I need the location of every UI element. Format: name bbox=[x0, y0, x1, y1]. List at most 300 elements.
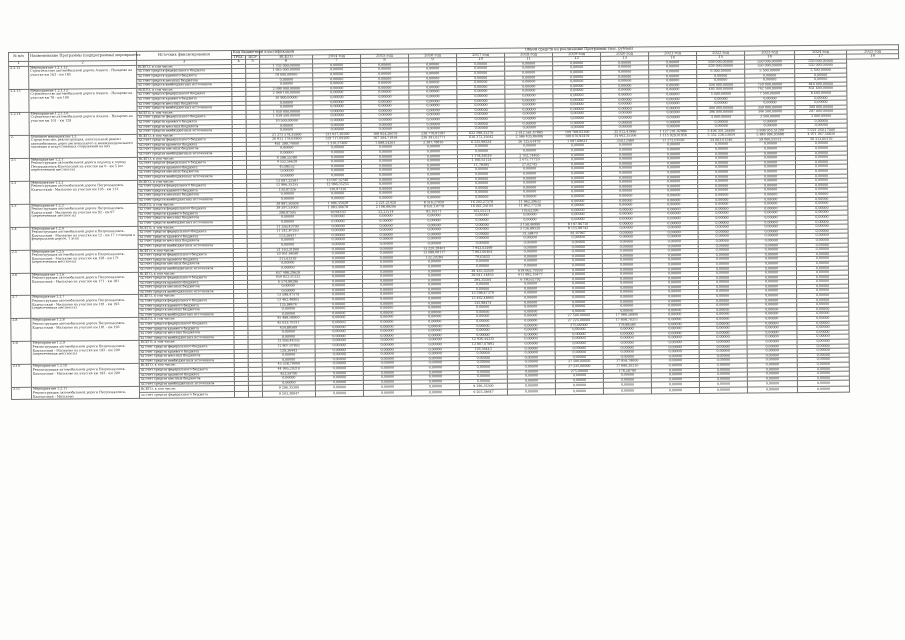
amount-cell: 0,00000 bbox=[796, 275, 848, 280]
funding-source: за счет средств федерального бюджета bbox=[137, 138, 232, 143]
amount-cell: 0,00000 bbox=[507, 378, 555, 383]
amount-cell: 17 680,20210 bbox=[603, 364, 651, 369]
amount-cell: 135,98474 bbox=[459, 301, 507, 306]
amount-cell: 1 097,68621 bbox=[553, 139, 601, 144]
amount-cell: 0,00000 bbox=[553, 144, 601, 149]
activity-name bbox=[31, 364, 139, 388]
amount-cell: 0,00000 bbox=[459, 333, 507, 338]
amount-cell: 0,00000 bbox=[602, 254, 650, 259]
amount-cell: 0,00000 bbox=[459, 324, 507, 329]
amount-cell: 0,00000 bbox=[361, 118, 409, 123]
amount-cell: 0,00000 bbox=[795, 96, 847, 101]
amount-cell: 0,00000 bbox=[651, 313, 699, 318]
amount-cell: 831 600,00000 bbox=[795, 87, 847, 92]
amount-cell: 0,00000 bbox=[796, 247, 848, 252]
amount-cell: 0,00000 bbox=[315, 302, 363, 307]
amount-cell: 8 431,10779 bbox=[410, 205, 458, 210]
activity-title: Мероприятие 1.2.1.13 bbox=[30, 88, 68, 93]
amount-cell: 0,00000 bbox=[699, 313, 747, 318]
amount-cell: 35 012,47986 bbox=[601, 130, 649, 135]
amount-cell: 0,00000 bbox=[603, 350, 651, 355]
amount-cell: 0,00000 bbox=[409, 127, 457, 132]
amount-cell: 0,00000 bbox=[796, 192, 848, 197]
activity-description: Реконструкция автомобильной дороги Петропавловск-Камчатский - Мильково на участке км 158 - км 171 (пересеченная местность) bbox=[31, 252, 125, 265]
activity-title: Мероприятие 1.2.3 bbox=[31, 203, 64, 208]
amount-cell: 0,00000 bbox=[746, 252, 796, 257]
amount-cell: 3 126,88520 bbox=[506, 227, 554, 232]
amount-cell: 0,00000 bbox=[651, 285, 699, 290]
amount-cell: 167 264,71818 bbox=[361, 136, 409, 141]
activity-description: Реконструкция автомобильной дороги Петропавловск-Камчатский - Мильково на участке км 171 - км 181 bbox=[31, 275, 125, 284]
amount-cell: 0,00000 bbox=[746, 197, 796, 202]
amount-cell: 0,00000 bbox=[746, 229, 796, 234]
amount-cell: 0,00000 bbox=[555, 373, 603, 378]
amount-cell: 0,00000 bbox=[409, 90, 457, 95]
amount-cell: 0,00000 bbox=[697, 147, 745, 152]
amount-cell: 0,00000 bbox=[506, 176, 554, 181]
amount-cell: 11 242,87263 bbox=[261, 229, 314, 234]
amount-cell: 13 088,08117 bbox=[410, 251, 458, 256]
amount-cell: 0,00000 bbox=[411, 333, 459, 338]
amount-cell: 0,00000 bbox=[699, 317, 747, 322]
amount-cell: 81,97967 bbox=[554, 231, 602, 236]
header-year: 2015 год bbox=[361, 54, 409, 59]
amount-cell: 0,00000 bbox=[459, 365, 507, 370]
amount-cell: 0,00000 bbox=[362, 256, 410, 261]
funding-source: за счет средств местных бюджетов bbox=[138, 239, 233, 244]
amount-cell: 0,00000 bbox=[459, 356, 507, 361]
amount-cell: 0,00000 bbox=[459, 374, 507, 379]
amount-cell: 0,00000 bbox=[411, 352, 459, 357]
amount-cell: 0,00000 bbox=[747, 372, 797, 377]
amount-cell: 0,00000 bbox=[506, 186, 554, 191]
amount-cell: 0,00000 bbox=[650, 216, 698, 221]
amount-cell: 0,00000 bbox=[409, 62, 457, 67]
activity-name bbox=[29, 157, 137, 181]
amount-cell: 0,00000 bbox=[554, 171, 602, 176]
amount-cell: 0,00000 bbox=[313, 82, 361, 87]
amount-cell: 0,00000 bbox=[313, 77, 361, 82]
amount-cell: 0,00000 bbox=[797, 335, 849, 340]
amount-cell: 13 097,32581 bbox=[261, 178, 314, 183]
amount-cell: 0,00000 bbox=[410, 264, 458, 269]
amount-cell: 0,00000 bbox=[261, 174, 314, 179]
amount-cell: 0,00000 bbox=[602, 258, 650, 263]
amount-cell: 0,00000 bbox=[553, 148, 601, 153]
amount-cell: 0,00000 bbox=[262, 284, 315, 289]
amount-cell: 0,00000 bbox=[555, 286, 603, 291]
amount-cell: 0,00000 bbox=[554, 190, 602, 195]
amount-cell: 16 041,24104 bbox=[458, 204, 506, 209]
header-kbk: Код бюджетной классификации bbox=[232, 49, 295, 55]
amount-cell: 0,00000 bbox=[262, 376, 315, 381]
amount-cell: 0,00000 bbox=[410, 237, 458, 242]
amount-cell: 0,00000 bbox=[555, 355, 603, 360]
amount-cell: 0,00000 bbox=[314, 219, 362, 224]
amount-cell: 0,00000 bbox=[362, 168, 410, 173]
amount-cell: 0,00000 bbox=[602, 231, 650, 236]
amount-cell: 0,00000 bbox=[554, 213, 602, 218]
amount-cell: 0,00000 bbox=[697, 101, 745, 106]
amount-cell: 611 882,16477 bbox=[506, 273, 554, 278]
amount-cell: 0,00000 bbox=[554, 259, 602, 264]
amount-cell: 31,58470 bbox=[506, 231, 554, 236]
amount-cell: 0,00000 bbox=[649, 97, 697, 102]
amount-cell: 750 000,00000 bbox=[745, 82, 795, 87]
amount-cell: 0,00000 bbox=[260, 77, 313, 82]
amount-cell: 0,00000 bbox=[458, 177, 506, 182]
amount-cell: 0,00000 bbox=[553, 112, 601, 117]
amount-cell: 0,00000 bbox=[554, 277, 602, 282]
amount-cell: 0,00000 bbox=[313, 150, 361, 155]
amount-cell: 129,36443 bbox=[459, 347, 507, 352]
funding-source: ВСЕГО, в том числе: bbox=[137, 110, 232, 115]
amount-cell: 11 356,43700 bbox=[261, 224, 314, 229]
amount-cell: 0,00000 bbox=[554, 245, 602, 250]
activity-description: Реконструкция автомобильной дороги Петропавловск-Камчатский - Мильково на участке км 193 - км 200 (пересеченная местность) bbox=[32, 343, 126, 356]
amount-cell: 0,00000 bbox=[411, 306, 459, 311]
amount-cell: 0,00000 bbox=[261, 243, 314, 248]
amount-cell: 275,00000 bbox=[555, 323, 603, 328]
kbk-cell bbox=[248, 392, 262, 398]
amount-cell: 0,00000 bbox=[649, 79, 697, 84]
amount-cell: 12 966,35255 bbox=[261, 183, 314, 188]
funding-source: за счет средств краевого бюджета bbox=[137, 119, 232, 124]
amount-cell: 0,00000 bbox=[314, 275, 362, 280]
header-column-number: 1 bbox=[9, 62, 29, 67]
amount-cell: 0,00000 bbox=[699, 335, 747, 340]
amount-cell: 0,00000 bbox=[315, 353, 363, 358]
amount-cell: 0,00000 bbox=[698, 276, 746, 281]
activity-description: Реконструкция автомобильной дороги Петропавловск-Камчатский - Мильково на участке км 181 - км 193 bbox=[32, 321, 126, 330]
amount-cell: 0,00000 bbox=[602, 185, 650, 190]
amount-cell: 0,00000 bbox=[698, 253, 746, 258]
table-body bbox=[9, 59, 902, 400]
amount-cell: 0,00000 bbox=[505, 112, 553, 117]
amount-cell: 5 500,00000 bbox=[795, 68, 847, 73]
amount-cell: 5 000,00000 bbox=[697, 92, 745, 97]
header-year: 2017 год bbox=[457, 53, 505, 58]
header-column-number: 2 bbox=[29, 61, 137, 67]
amount-cell: 0,00000 bbox=[747, 312, 797, 317]
activity-title: Мероприятие 1.2.1.12 bbox=[30, 65, 68, 70]
amount-cell: 0,00000 bbox=[601, 84, 649, 89]
amount-cell: 0,00000 bbox=[602, 217, 650, 222]
amount-cell: 0,00000 bbox=[410, 278, 458, 283]
amount-cell: 0,00000 bbox=[796, 165, 848, 170]
amount-cell: 0,00000 bbox=[797, 284, 849, 289]
amount-cell: 0,00000 bbox=[553, 153, 601, 158]
amount-cell: 0,00000 bbox=[650, 267, 698, 272]
amount-cell: 6 000,00000 bbox=[697, 69, 745, 74]
amount-cell: 0,00000 bbox=[603, 286, 651, 291]
amount-cell: 13 598,47379 bbox=[459, 292, 507, 297]
amount-cell: 0,00000 bbox=[554, 240, 602, 245]
amount-cell: 5 352 238,53054 bbox=[697, 133, 745, 138]
amount-cell: 0,00000 bbox=[745, 160, 795, 165]
amount-cell: 0,00000 bbox=[650, 180, 698, 185]
amount-cell: 0,00000 bbox=[262, 307, 315, 312]
funding-source: за счет средств федерального бюджета bbox=[139, 368, 234, 373]
funding-source: за счет средств внебюджетных источников bbox=[139, 335, 234, 340]
amount-cell: 0,00000 bbox=[601, 74, 649, 79]
amount-cell: 0,00000 bbox=[745, 124, 795, 129]
amount-cell: 400 000,00000 bbox=[697, 106, 745, 111]
amount-cell: 0,00000 bbox=[507, 305, 555, 310]
amount-cell: 0,00000 bbox=[457, 103, 505, 108]
amount-cell: 0,00000 bbox=[363, 311, 411, 316]
amount-cell: 0,00000 bbox=[313, 155, 361, 160]
amount-cell: 0,00000 bbox=[746, 174, 796, 179]
funding-source: за счет средств местных бюджетов bbox=[138, 170, 233, 175]
amount-cell: 0,00000 bbox=[603, 304, 651, 309]
amount-cell: 0,00000 bbox=[411, 356, 459, 361]
amount-cell: 0,00000 bbox=[601, 65, 649, 70]
amount-cell: 0,00000 bbox=[746, 183, 796, 188]
amount-cell: 0,00000 bbox=[603, 327, 651, 332]
amount-cell: 650 923,31332 bbox=[261, 275, 314, 280]
amount-cell: 0,00000 bbox=[409, 108, 457, 113]
funding-source: за счет средств федерального бюджета bbox=[137, 161, 232, 166]
amount-cell: 0,00000 bbox=[699, 280, 747, 285]
amount-cell: 0,00000 bbox=[602, 221, 650, 226]
amount-cell: 113,56437 bbox=[261, 234, 314, 239]
amount-cell: 0,00000 bbox=[409, 145, 457, 150]
amount-cell: 0,00000 bbox=[411, 301, 459, 306]
amount-cell: 0,00000 bbox=[457, 71, 505, 76]
amount-cell: 0,00000 bbox=[699, 299, 747, 304]
amount-cell: 840 000,00000 bbox=[795, 82, 847, 87]
amount-cell: 0,00000 bbox=[554, 176, 602, 181]
amount-cell: 0,00000 bbox=[797, 358, 849, 363]
amount-cell: 0,00000 bbox=[698, 211, 746, 216]
amount-cell: 50 212,60170 bbox=[795, 137, 847, 142]
amount-cell: 0,00000 bbox=[602, 166, 650, 171]
amount-cell: 0,00000 bbox=[602, 235, 650, 240]
amount-cell: 0,00000 bbox=[361, 127, 409, 132]
amount-cell: 0,00000 bbox=[601, 102, 649, 107]
funding-source: за счет средств краевого бюджета bbox=[138, 234, 233, 239]
amount-cell: 500 000,00000 bbox=[697, 83, 745, 88]
amount-cell: 0,00000 bbox=[505, 75, 553, 80]
amount-cell: 0,00000 bbox=[651, 295, 699, 300]
activity-description: Реконструкция автомобильной дороги Петропавловск-Камчатский - Мильково на участке км 181 - км 193 (пересеченная местность) bbox=[32, 298, 126, 311]
amount-cell: 0,00000 bbox=[747, 376, 797, 381]
amount-cell: 657 498,29628 bbox=[261, 270, 314, 275]
amount-cell: 0,00000 bbox=[458, 223, 506, 228]
amount-cell: 0,00000 bbox=[459, 287, 507, 292]
amount-cell: 0,00000 bbox=[650, 198, 698, 203]
amount-cell: 0,00000 bbox=[554, 181, 602, 186]
amount-cell: 0,00000 bbox=[313, 118, 361, 123]
amount-cell: 0,00000 bbox=[314, 173, 362, 178]
amount-cell: 0,00000 bbox=[262, 330, 315, 335]
amount-cell: 0,00000 bbox=[314, 279, 362, 284]
amount-cell: 0,00000 bbox=[410, 214, 458, 219]
amount-cell: 0,00000 bbox=[602, 263, 650, 268]
amount-cell: 0,00000 bbox=[553, 89, 601, 94]
amount-cell: 0,00000 bbox=[796, 178, 848, 183]
amount-cell: 4 971 047,56830 bbox=[795, 132, 847, 137]
amount-cell: 0,00000 bbox=[699, 368, 747, 373]
amount-cell: 0,00000 bbox=[505, 80, 553, 85]
amount-cell: 0,00000 bbox=[747, 326, 797, 331]
amount-cell: 0,00000 bbox=[313, 68, 361, 73]
amount-cell: 0,00000 bbox=[457, 62, 505, 67]
amount-cell: 5 406 301,54600 bbox=[697, 129, 745, 134]
amount-cell: 0,00000 bbox=[698, 230, 746, 235]
amount-cell: 0,00000 bbox=[699, 372, 747, 377]
amount-cell: 0,00000 bbox=[601, 162, 649, 167]
amount-cell: 0,00000 bbox=[361, 63, 409, 68]
amount-cell: 0,00000 bbox=[459, 361, 507, 366]
row-number: 2.9 bbox=[11, 342, 31, 365]
amount-cell: 0,00000 bbox=[699, 326, 747, 331]
amount-cell: 0,00000 bbox=[507, 346, 555, 351]
funding-source: за счет средств местных бюджетов bbox=[138, 216, 233, 221]
amount-cell: 0,00000 bbox=[555, 328, 603, 333]
amount-cell: 2 675,71720 bbox=[505, 158, 553, 163]
amount-cell: 0,00000 bbox=[746, 193, 796, 198]
funding-source: за счет средств краевого бюджета bbox=[138, 257, 233, 262]
funding-source: за счет средств местных бюджетов bbox=[139, 331, 234, 336]
amount-cell: 109 768,62100 bbox=[553, 130, 601, 135]
amount-cell: 0,00000 bbox=[698, 184, 746, 189]
amount-cell: 0,00000 bbox=[459, 305, 507, 310]
amount-cell: 0,00000 bbox=[650, 235, 698, 240]
amount-cell: 0,00000 bbox=[313, 160, 361, 165]
amount-cell: 9 203,38947 bbox=[262, 391, 315, 397]
amount-cell: 454,88589 bbox=[262, 325, 315, 330]
amount-cell: 0,00000 bbox=[699, 387, 747, 393]
amount-cell: 130,97326 bbox=[261, 188, 314, 193]
amount-cell: 21 373 579,35900 bbox=[260, 133, 313, 138]
amount-cell: 0,00000 bbox=[506, 167, 554, 172]
header-column-number: 6 bbox=[260, 59, 313, 64]
funding-source: за счет средств краевого бюджета bbox=[139, 280, 234, 285]
amount-cell: 0,00000 bbox=[361, 86, 409, 91]
funding-source: ВСЕГО, в том числе: bbox=[139, 317, 234, 322]
amount-cell: 0,00000 bbox=[795, 142, 847, 147]
amount-cell: 13 097,32581 bbox=[314, 178, 362, 183]
amount-cell: 0,00000 bbox=[362, 173, 410, 178]
amount-cell: 0,00000 bbox=[747, 344, 797, 349]
funding-source: ВСЕГО, в том числе: bbox=[138, 225, 233, 230]
amount-cell: 0,00000 bbox=[457, 117, 505, 122]
amount-cell: 0,00000 bbox=[361, 145, 409, 150]
amount-cell: 0,00000 bbox=[315, 391, 363, 397]
amount-cell: 0,00000 bbox=[362, 251, 410, 256]
amount-cell: 0,00000 bbox=[260, 123, 313, 128]
amount-cell: 0,00000 bbox=[361, 164, 409, 169]
amount-cell: 0,00000 bbox=[601, 153, 649, 158]
amount-cell: 0,00000 bbox=[747, 307, 797, 312]
amount-cell: 0,00000 bbox=[650, 193, 698, 198]
amount-cell: 2 702,74465 bbox=[505, 153, 553, 158]
amount-cell: 0,00000 bbox=[603, 345, 651, 350]
amount-cell: 0,00000 bbox=[650, 258, 698, 263]
funding-source: ВСЕГО, в том числе: bbox=[137, 87, 232, 92]
header-group: Объем средств на реализацию Программы (тыс. рублей) bbox=[259, 45, 898, 55]
amount-cell: 0,00000 bbox=[458, 195, 506, 200]
amount-cell: 0,00000 bbox=[651, 388, 699, 394]
amount-cell: 0,00000 bbox=[747, 340, 797, 345]
amount-cell: 0,00000 bbox=[411, 366, 459, 371]
amount-cell: 0,00000 bbox=[797, 312, 849, 317]
amount-cell: 0,00000 bbox=[409, 72, 457, 77]
amount-cell: 0,00000 bbox=[796, 243, 848, 248]
amount-cell: 0,00000 bbox=[314, 261, 362, 266]
amount-cell: 0,00000 bbox=[314, 238, 362, 243]
amount-cell: 0,00000 bbox=[362, 279, 410, 284]
funding-source: за счет средств внебюджетных источников bbox=[139, 381, 234, 386]
activity-description: Реконструкция автомобильной дороги Петропавловск-Камчатский - Мильково на участке км 12 - км 17 с отводом к федеральной дороге, 1 этап bbox=[31, 229, 136, 242]
amount-cell: 0,00000 bbox=[507, 383, 555, 389]
amount-cell: 0,00000 bbox=[797, 325, 849, 330]
amount-cell: 0,00000 bbox=[649, 152, 697, 157]
amount-cell: 0,00000 bbox=[506, 236, 554, 241]
amount-cell: 0,00000 bbox=[313, 72, 361, 77]
header-year: 2016 год bbox=[409, 53, 457, 58]
funding-source: за счет средств краевого бюджета bbox=[138, 165, 233, 170]
amount-cell: 27 225,00000 bbox=[555, 364, 603, 369]
amount-cell: 0,00000 bbox=[409, 154, 457, 159]
amount-cell: 0,00000 bbox=[315, 325, 363, 330]
amount-cell: 0,00000 bbox=[410, 168, 458, 173]
amount-cell: 0,00000 bbox=[602, 226, 650, 231]
amount-cell: 0,00000 bbox=[410, 191, 458, 196]
amount-cell: 4 598,55180 bbox=[260, 155, 313, 160]
amount-cell: 0,00000 bbox=[699, 340, 747, 345]
header-grbs: ГРБС bbox=[233, 54, 244, 59]
amount-cell: 0,00000 bbox=[601, 157, 649, 162]
amount-cell: 0,00000 bbox=[698, 248, 746, 253]
funding-source: за счет средств федерального бюджета bbox=[138, 276, 233, 281]
amount-cell: 0,00000 bbox=[458, 186, 506, 191]
amount-cell: 0,00000 bbox=[507, 328, 555, 333]
amount-cell: 0,00000 bbox=[315, 362, 363, 367]
amount-cell: 0,00000 bbox=[797, 330, 849, 335]
amount-cell: 0,00000 bbox=[797, 307, 849, 312]
amount-cell: 0,00000 bbox=[314, 252, 362, 257]
amount-cell: 0,00000 bbox=[505, 117, 553, 122]
amount-cell: 0,00000 bbox=[261, 220, 314, 225]
amount-cell: 0,00000 bbox=[797, 316, 849, 321]
amount-cell: 0,00000 bbox=[602, 203, 650, 208]
amount-cell: 0,00000 bbox=[697, 156, 745, 161]
amount-cell: 27,02745 bbox=[505, 163, 553, 168]
amount-cell: 45 033,70311 bbox=[262, 321, 315, 326]
amount-cell: 0,00000 bbox=[553, 84, 601, 89]
amount-cell: 0,00000 bbox=[553, 98, 601, 103]
funding-source: за счет средств внебюджетных источников bbox=[138, 175, 233, 180]
amount-cell: 0,00000 bbox=[505, 126, 553, 131]
amount-cell: 0,00000 bbox=[650, 212, 698, 217]
amount-cell: 0,00000 bbox=[313, 114, 361, 119]
amount-cell: 0,00000 bbox=[315, 385, 363, 391]
amount-cell: 0,00000 bbox=[650, 262, 698, 267]
amount-cell: 0,00000 bbox=[553, 158, 601, 163]
activity-name bbox=[29, 134, 137, 158]
amount-cell: 0,00000 bbox=[650, 171, 698, 176]
amount-cell: 11 272,01030 bbox=[649, 138, 697, 143]
amount-cell: 0,00000 bbox=[457, 122, 505, 127]
amount-cell: 0,00000 bbox=[410, 228, 458, 233]
amount-cell: 0,00000 bbox=[602, 212, 650, 217]
amount-cell: 0,00000 bbox=[411, 343, 459, 348]
amount-cell: 0,00000 bbox=[602, 176, 650, 181]
amount-cell: 0,00000 bbox=[697, 74, 745, 79]
